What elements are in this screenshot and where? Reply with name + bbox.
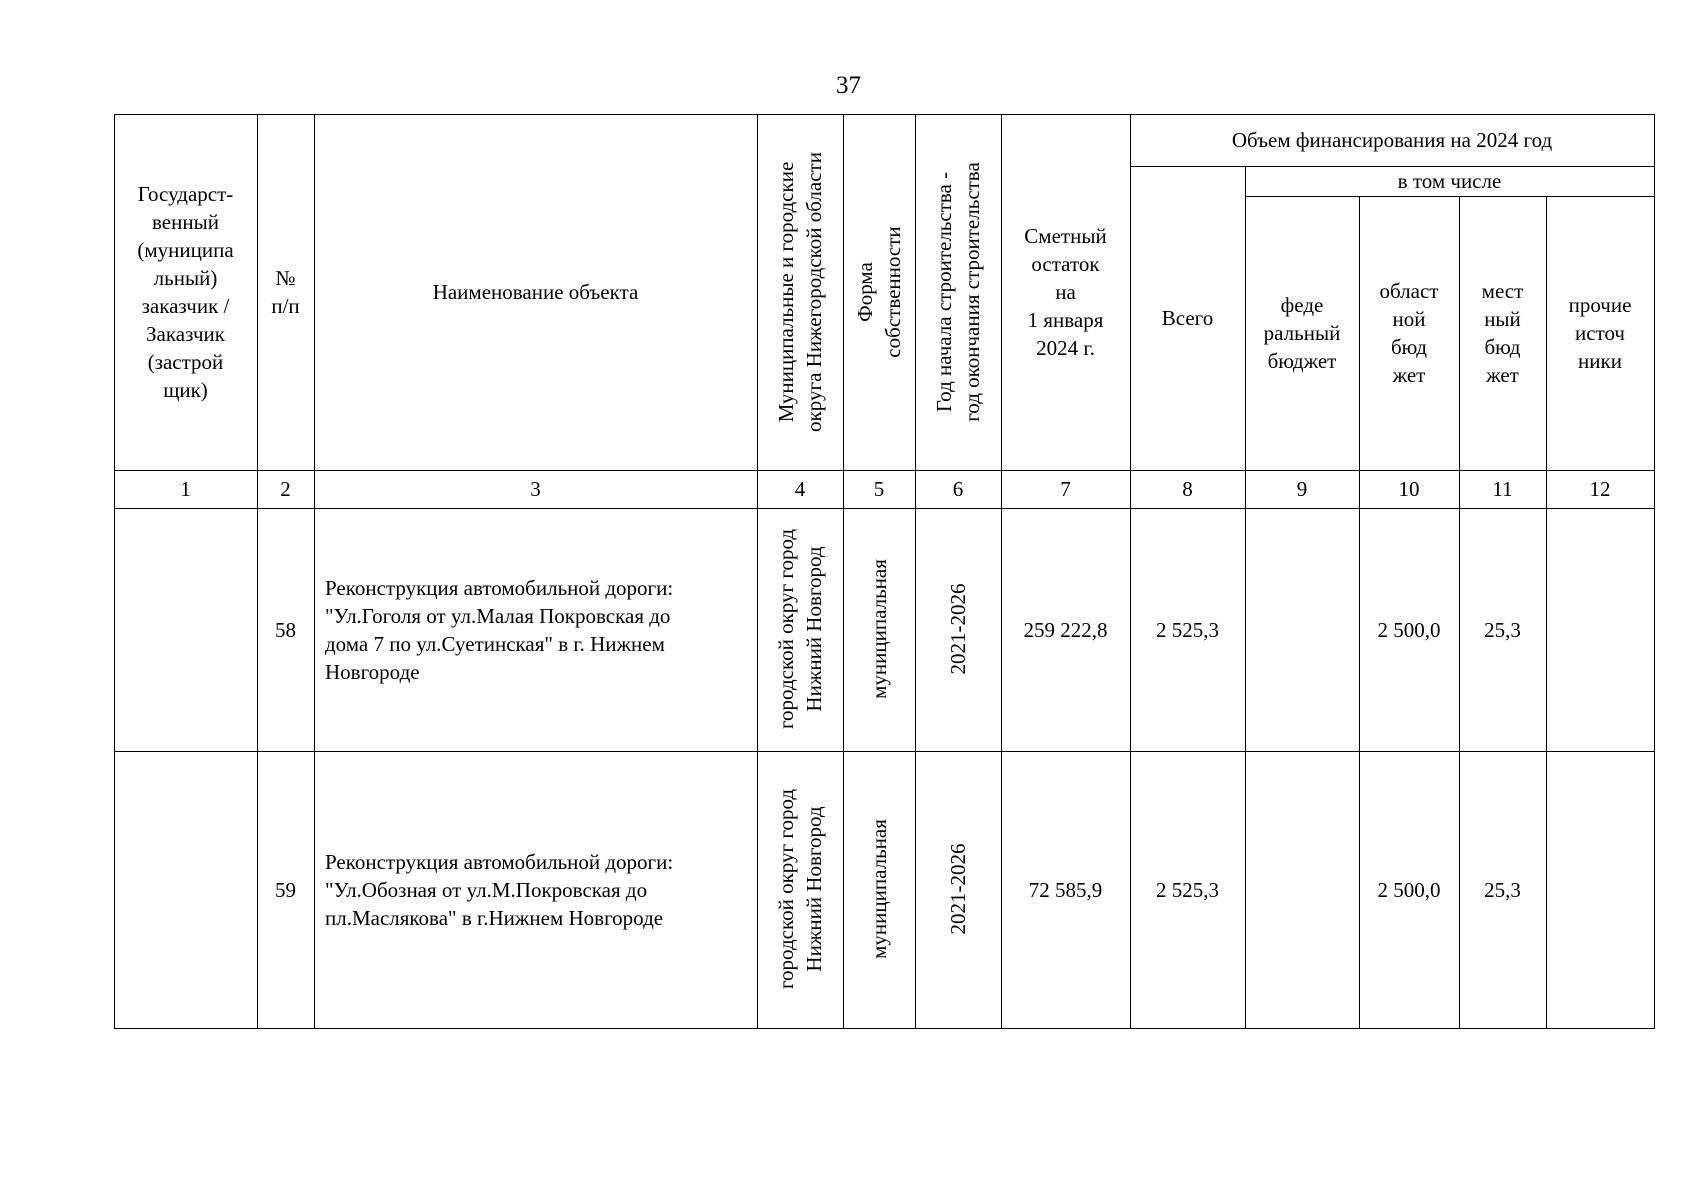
row-number: 59 — [275, 877, 296, 902]
header-number: № п/п — [271, 266, 300, 318]
column-number: 7 — [1060, 477, 1071, 501]
row-other — [1546, 751, 1654, 1028]
column-number: 3 — [530, 477, 541, 501]
header-local-budget: мест ный бюд жет — [1481, 279, 1524, 387]
table-border-right — [1654, 114, 1655, 1029]
row-customer — [114, 508, 257, 751]
column-number: 2 — [280, 477, 291, 501]
row-local: 25,3 — [1484, 877, 1521, 902]
header-estimated-balance: Сметный остаток на 1 января 2024 г. — [1024, 224, 1107, 360]
header-municipal-districts: Муниципальные и городские округа Нижегородской области — [774, 152, 826, 432]
column-number: 11 — [1492, 477, 1513, 501]
row-object-name: Реконструкция автомобильной дороги: "Ул.Обозная от ул.М.Покровская до пл.Маслякова" в г.Нижнем Новгороде — [325, 849, 674, 930]
row-years: 2021-2026 — [946, 843, 970, 935]
header-including: в том числе — [1397, 169, 1502, 193]
column-number: 5 — [873, 477, 885, 501]
header-total: Всего — [1161, 306, 1214, 330]
row-district: городской округ город Нижний Новгород — [774, 788, 826, 990]
row-regional: 2 500,0 — [1377, 877, 1441, 902]
row-federal — [1245, 508, 1359, 751]
header-financing-volume: Объем финансирования на 2024 год — [1231, 128, 1553, 152]
column-number: 4 — [794, 477, 806, 501]
column-number: 12 — [1589, 477, 1611, 501]
row-district: городской округ город Нижний Новгород — [774, 528, 826, 730]
header-other-sources: прочие источ ники — [1568, 293, 1632, 373]
column-number: 8 — [1182, 477, 1193, 501]
page-number: 37 — [836, 72, 861, 99]
row-total: 2 525,3 — [1156, 617, 1219, 642]
header-object-name: Наименование объекта — [432, 280, 639, 304]
row-estimated-balance: 259 222,8 — [1023, 617, 1108, 642]
header-customer: Государст- венный (муниципа льный) заказчик / Заказчик (застрой щик) — [137, 182, 234, 402]
header-regional-budget: област ной бюд жет — [1379, 279, 1439, 387]
row-total: 2 525,3 — [1156, 877, 1219, 902]
header-ownership: Форма собственности — [853, 226, 905, 358]
row-number: 58 — [275, 617, 296, 642]
column-number: 9 — [1296, 477, 1308, 501]
table-border-bottom — [114, 1028, 1654, 1029]
row-ownership: муниципальная — [867, 819, 891, 959]
column-number: 10 — [1398, 477, 1420, 501]
column-number: 1 — [180, 477, 191, 501]
row-years: 2021-2026 — [946, 583, 970, 675]
row-estimated-balance: 72 585,9 — [1028, 877, 1103, 902]
header-construction-years: Год начала строительства - год окончания строительства — [932, 162, 984, 422]
row-customer — [114, 751, 257, 1028]
row-object-name: Реконструкция автомобильной дороги: "Ул.Гоголя от ул.Малая Покровская до дома 7 по ул.Суетинская" в г. Нижнем Новгороде — [325, 575, 674, 684]
row-other — [1546, 508, 1654, 751]
row-local: 25,3 — [1484, 617, 1521, 642]
row-ownership: муниципальная — [867, 559, 891, 699]
row-regional: 2 500,0 — [1377, 617, 1441, 642]
row-federal — [1245, 751, 1359, 1028]
column-number: 6 — [952, 477, 964, 501]
header-federal-budget: феде ральный бюджет — [1263, 293, 1341, 373]
